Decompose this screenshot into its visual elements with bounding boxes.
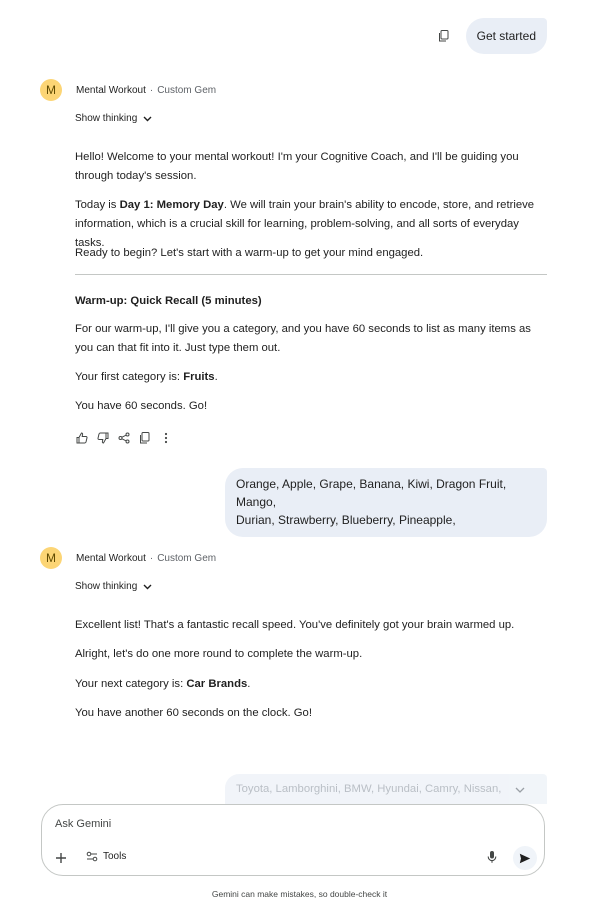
text-run: Your first category is: xyxy=(75,371,184,383)
gem-name: Mental Workout xyxy=(76,552,146,564)
response-paragraph: You have another 60 seconds on the clock. Go! xyxy=(75,707,312,719)
gem-tag: Custom Gem xyxy=(157,84,217,96)
model-header xyxy=(40,79,216,101)
tools-icon xyxy=(86,851,98,862)
model-response-1-p6 xyxy=(75,397,549,416)
section-heading xyxy=(75,292,549,311)
gem-avatar: M xyxy=(40,79,62,101)
send-button[interactable] xyxy=(513,846,537,870)
bold-text: Day 1: Memory Day xyxy=(119,199,224,211)
thumbs-down-icon[interactable] xyxy=(95,430,110,445)
divider xyxy=(75,274,547,275)
chevron-down-icon xyxy=(143,584,152,590)
user-message-bubble: Get started xyxy=(466,18,547,54)
response-paragraph: You have 60 seconds. Go! xyxy=(75,400,208,412)
model-response-2-p2 xyxy=(75,645,549,664)
gem-separator: · xyxy=(149,552,154,564)
gem-separator: · xyxy=(149,84,154,96)
send-icon xyxy=(519,853,531,864)
gem-name: Mental Workout xyxy=(76,84,146,96)
gem-avatar: M xyxy=(40,547,62,569)
model-response-2-p3 xyxy=(75,675,549,694)
copy-icon[interactable] xyxy=(434,26,454,46)
tools-label: Tools xyxy=(103,851,127,862)
model-response-1-p5 xyxy=(75,368,549,387)
user-turn-1 xyxy=(434,18,547,54)
copy-icon[interactable] xyxy=(137,430,152,445)
text-run: Today is xyxy=(75,199,120,211)
model-response-1 xyxy=(75,148,549,186)
response-paragraph xyxy=(75,675,549,694)
response-paragraph: Ready to begin? Let's start with a warm-up to get your mind engaged. xyxy=(75,247,424,259)
user-message-line: Orange, Apple, Grape, Banana, Kiwi, Dragon Fruit, Mango, xyxy=(236,477,507,509)
show-thinking-label: Show thinking xyxy=(75,113,138,124)
bold-text: Car Brands xyxy=(186,678,248,690)
text-run: . xyxy=(247,678,251,690)
text-run: Your next category is: xyxy=(75,678,187,690)
response-paragraph: Hello! Welcome to your mental workout! I'm your Cognitive Coach, and I'll be guiding you through today's session. xyxy=(75,151,519,182)
mic-icon[interactable] xyxy=(487,850,497,864)
chevron-down-icon xyxy=(143,116,152,122)
text-run: . xyxy=(214,371,218,383)
prompt-input-box xyxy=(41,804,545,876)
user-message-line: Durian, Strawberry, Blueberry, Pineapple, xyxy=(236,513,456,527)
model-response-2-p1 xyxy=(75,616,549,635)
pending-user-message xyxy=(225,774,547,804)
section-title: Warm-up: Quick Recall (5 minutes) xyxy=(75,295,262,307)
user-message-bubble xyxy=(225,468,547,537)
gem-tag: Custom Gem xyxy=(157,552,217,564)
share-icon[interactable] xyxy=(116,430,131,445)
disclaimer-text: Gemini can make mistakes, so double-check it xyxy=(211,889,388,899)
model-response-1-p4 xyxy=(75,320,549,358)
response-paragraph: Alright, let's do one more round to complete the warm-up. xyxy=(75,648,363,660)
pending-user-text: Toyota, Lamborghini, BMW, Hyundai, Camry, Nissan, xyxy=(236,783,502,795)
model-response-1-p3 xyxy=(75,244,549,263)
show-thinking-label: Show thinking xyxy=(75,581,138,592)
thumbs-up-icon[interactable] xyxy=(74,430,89,445)
scroll-down-icon[interactable] xyxy=(515,787,525,793)
model-header xyxy=(40,547,216,569)
show-thinking-toggle[interactable] xyxy=(75,581,152,592)
plus-icon[interactable] xyxy=(53,850,69,866)
response-actions xyxy=(74,430,179,445)
response-paragraph: For our warm-up, I'll give you a category, and you have 60 seconds to list as many items as you can that fit into it. Just type them out. xyxy=(75,323,531,354)
bold-text: Fruits xyxy=(183,371,215,383)
show-thinking-toggle[interactable] xyxy=(75,113,152,124)
response-paragraph: Excellent list! That's a fantastic recall speed. You've definitely got your brain warmed up. xyxy=(75,619,515,631)
model-response-2-p4 xyxy=(75,704,549,723)
prompt-input[interactable] xyxy=(55,816,455,832)
response-paragraph xyxy=(75,368,549,387)
more-vert-icon[interactable] xyxy=(158,430,173,445)
tools-button[interactable] xyxy=(86,851,126,862)
text-run: . We will train your brain's ability to encode, store, and retrieve information, which is a crucial skill for learning, problem-solving, and all sorts of everyday tasks. xyxy=(75,199,535,249)
